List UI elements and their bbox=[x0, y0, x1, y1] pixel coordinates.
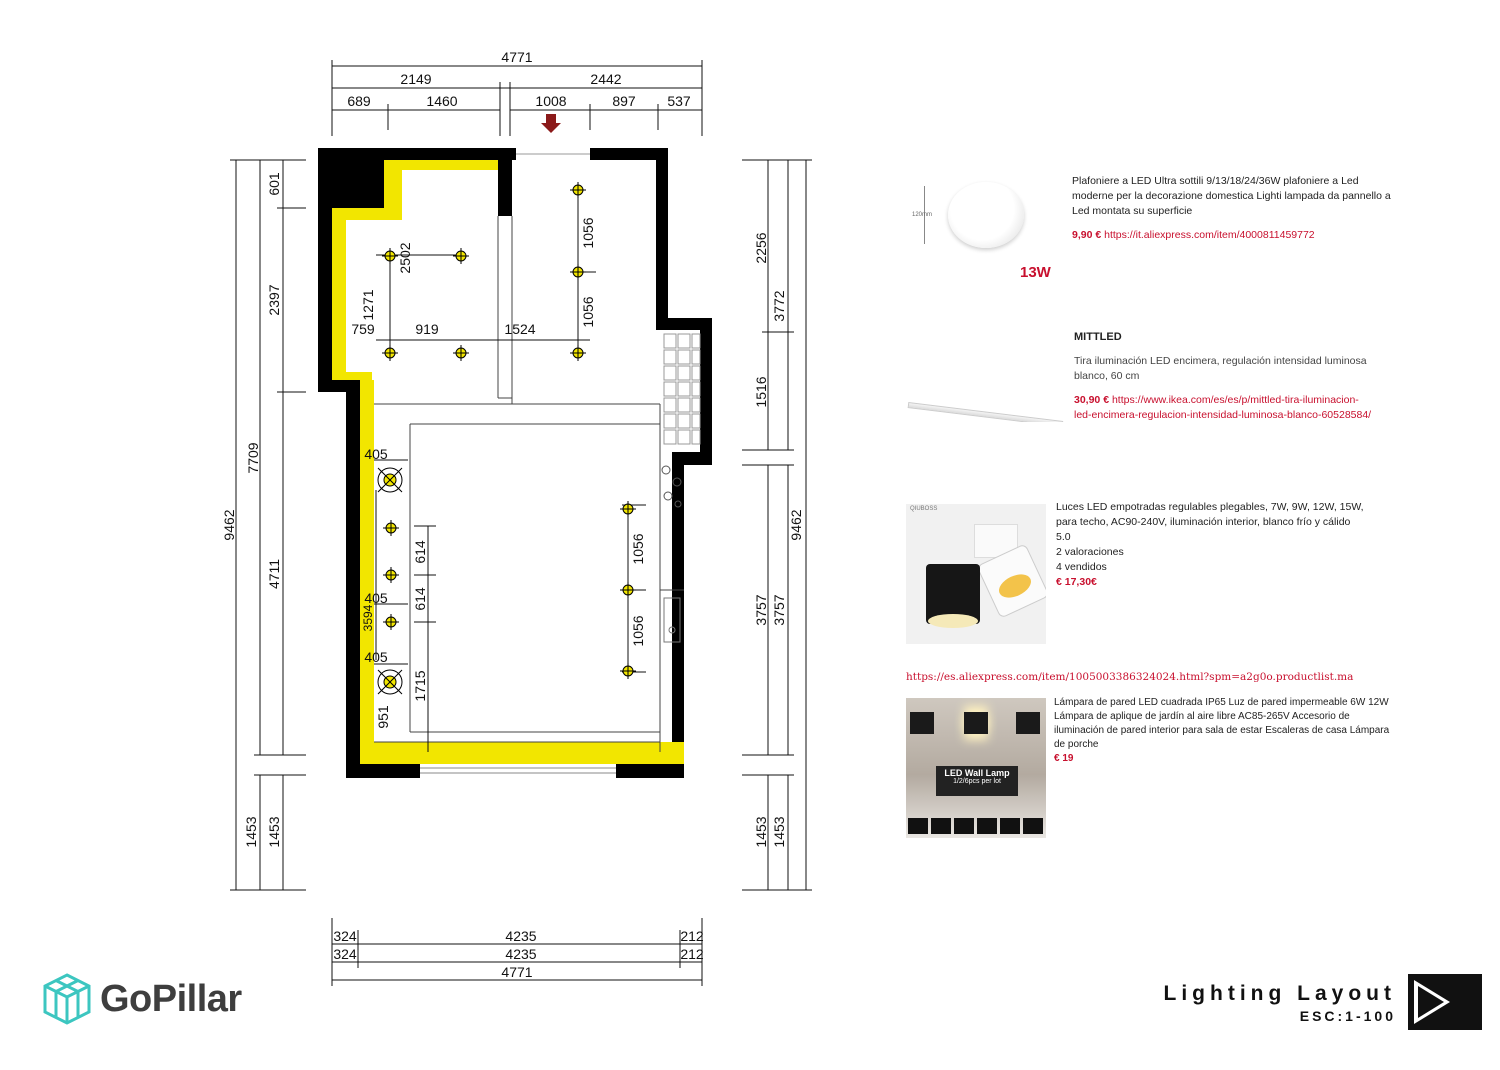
lamp-lineup bbox=[908, 816, 1044, 836]
lamp-unit-icon bbox=[1000, 818, 1020, 834]
dim-top-seg2: 1460 bbox=[426, 93, 458, 109]
dim-1524: 1524 bbox=[504, 321, 536, 337]
dim-1056-a: 1056 bbox=[580, 217, 596, 249]
led-strip-bar-icon bbox=[908, 402, 1064, 422]
product-2-price-line bbox=[1074, 393, 1374, 423]
kitchen-tile-grid bbox=[664, 334, 700, 444]
gopillar-cube-icon bbox=[40, 972, 94, 1026]
wall-lamp-banner-sub: 1/2/6pcs per lot bbox=[953, 778, 1001, 785]
wall-lamp-thumbnail bbox=[906, 698, 1046, 838]
walls bbox=[318, 148, 712, 778]
ceiling-light-icon bbox=[570, 182, 586, 198]
product-3-sold: 4 vendidos bbox=[1056, 561, 1107, 573]
product-4-price: € 19 bbox=[1054, 753, 1074, 764]
title-block bbox=[1164, 982, 1396, 1024]
ceiling-light-icon bbox=[570, 264, 586, 280]
product-2-price: 30,90 € bbox=[1074, 394, 1110, 406]
dim-bottom-m2: 4235 bbox=[505, 946, 537, 962]
panel-light-thumbnail bbox=[912, 176, 1042, 256]
dim-bottom-l1: 324 bbox=[333, 928, 357, 944]
lamp-unit-icon bbox=[977, 818, 997, 834]
dim-right-c: 1516 bbox=[753, 376, 769, 408]
dim-top-total: 4771 bbox=[501, 49, 533, 65]
dim-left-low2: 1453 bbox=[266, 816, 282, 848]
dim-2502: 2502 bbox=[397, 242, 413, 274]
ceiling-light-icon bbox=[453, 345, 469, 361]
product-1-info bbox=[1072, 174, 1392, 243]
product-4-info bbox=[1054, 696, 1394, 766]
dim-left-a: 601 bbox=[266, 172, 282, 196]
spotlight-thumbnail bbox=[906, 504, 1046, 644]
pendant-light-icon bbox=[378, 670, 402, 694]
dim-614-a: 614 bbox=[412, 540, 428, 564]
dim-top-right: 2442 bbox=[590, 71, 622, 87]
dim-3594: 3594 bbox=[361, 604, 375, 632]
ceiling-light-icon bbox=[620, 663, 636, 679]
product-3-rating: 5.0 bbox=[1056, 531, 1071, 543]
product-3-info bbox=[1056, 500, 1386, 590]
drawing-title: Lighting Layout bbox=[1163, 982, 1396, 1005]
lamp-unit-icon bbox=[954, 818, 974, 834]
ceiling-light-icon bbox=[620, 501, 636, 517]
north-arrow-icon bbox=[1406, 972, 1484, 1032]
dim-405-c: 405 bbox=[364, 649, 388, 665]
dim-right-a: 2256 bbox=[753, 232, 769, 264]
product-1-link[interactable]: https://it.aliexpress.com/item/4000811459772 bbox=[1104, 229, 1315, 241]
dim-left-b: 2397 bbox=[266, 284, 282, 316]
lamp-unit-icon bbox=[908, 818, 928, 834]
wattage-label: 13W bbox=[1020, 264, 1051, 281]
dim-919: 919 bbox=[415, 321, 439, 337]
product-4-description: Lámpara de pared LED cuadrada IP65 Luz de pared impermeable 6W 12W Lámpara de aplique de jardín al aire libre AC85-265V Accesorio de iluminación de pared interior para sala de estar Escaleras de casa Lámpara de porche bbox=[1054, 697, 1390, 750]
product-2-brand: MITTLED bbox=[1074, 331, 1122, 343]
round-panel-light-icon bbox=[948, 182, 1024, 248]
product-3-link[interactable]: https://es.aliexpress.com/item/1005003386324024.html?spm=a2g0o.productlist.ma bbox=[906, 671, 1354, 683]
ceiling-light-icon bbox=[382, 248, 398, 264]
dim-bottom-l2: 324 bbox=[333, 946, 357, 962]
product-1-price-line bbox=[1072, 228, 1392, 243]
dim-405-a: 405 bbox=[364, 446, 388, 462]
dim-top-seg1: 689 bbox=[347, 93, 371, 109]
dim-bottom-r1: 212 bbox=[680, 928, 704, 944]
lamp-unit-icon bbox=[1023, 818, 1043, 834]
dim-top-left: 2149 bbox=[400, 71, 432, 87]
size-label: 120mm bbox=[912, 212, 933, 218]
product-1-description: Plafoniere a LED Ultra sottili 9/13/18/24/36W plafoniere a Led moderne per la decorazione domestica Lighti lampada da pannello a Led montata su superficie bbox=[1072, 175, 1391, 217]
wall-lamp-icon bbox=[1016, 712, 1040, 734]
dim-1056-d: 1056 bbox=[630, 615, 646, 647]
product-2-info bbox=[1074, 330, 1374, 423]
ceiling-light-icon bbox=[620, 582, 636, 598]
dim-1056-b: 1056 bbox=[580, 296, 596, 328]
lamp-unit-icon bbox=[931, 818, 951, 834]
dim-right-b: 3772 bbox=[771, 290, 787, 322]
entrance-arrow-icon bbox=[541, 114, 561, 133]
top-dimensions bbox=[332, 60, 702, 136]
product-1-price: 9,90 € bbox=[1072, 229, 1102, 241]
interior-dim-lines bbox=[374, 190, 646, 752]
dim-left-low1: 1453 bbox=[243, 816, 259, 848]
left-dimensions bbox=[230, 160, 306, 890]
ceiling-light-icon bbox=[570, 345, 586, 361]
wall-lamp-banner-title: LED Wall Lamp bbox=[944, 768, 1010, 778]
gopillar-logo bbox=[40, 972, 242, 1026]
thumbnail-brand-label: QIUBOSS bbox=[910, 506, 938, 512]
dim-bottom-m1: 4235 bbox=[505, 928, 537, 944]
dim-614-b: 614 bbox=[412, 587, 428, 611]
product-2-description: Tira iluminación LED encimera, regulación intensidad luminosa blanco, 60 cm bbox=[1074, 355, 1367, 382]
dim-951: 951 bbox=[375, 705, 391, 729]
ceiling-light-icon bbox=[383, 614, 399, 630]
dim-1271: 1271 bbox=[360, 289, 376, 321]
drawing-scale: ESC:1-100 bbox=[1299, 1008, 1396, 1024]
dim-right-d1: 3757 bbox=[753, 594, 769, 626]
led-strip-top bbox=[384, 160, 498, 220]
product-2-link[interactable]: https://www.ikea.com/es/es/p/mittled-tira-iluminacion-led-encimera-regulacion-intensidad-luminosa-blanco-60528584/ bbox=[1074, 394, 1372, 421]
dim-left-total: 9462 bbox=[221, 509, 237, 541]
dim-top-seg5: 537 bbox=[667, 93, 691, 109]
dim-right-low1: 1453 bbox=[753, 816, 769, 848]
ceiling-light-icon bbox=[382, 345, 398, 361]
dim-left-c: 4711 bbox=[266, 558, 282, 590]
product-3-description: Luces LED empotradas regulables plegables, 7W, 9W, 12W, 15W, para techo, AC90-240V, iluminación interior, blanco frío y cálido bbox=[1056, 501, 1364, 528]
ceiling-light-icon bbox=[383, 567, 399, 583]
dim-1715: 1715 bbox=[412, 670, 428, 702]
wall-lamp-lit-icon bbox=[964, 712, 988, 734]
product-3-price: € 17,30€ bbox=[1056, 576, 1097, 588]
led-strip-bottom bbox=[360, 742, 684, 752]
gopillar-wordmark: GoPillar bbox=[100, 977, 242, 1020]
led-strip-left bbox=[332, 208, 346, 380]
dim-right-total: 9462 bbox=[788, 509, 804, 541]
ceiling-light-icon bbox=[453, 248, 469, 264]
wall-lamp-banner bbox=[936, 766, 1018, 796]
dim-right-d2: 3757 bbox=[771, 594, 787, 626]
dim-1056-c: 1056 bbox=[630, 533, 646, 565]
pendant-light-icon bbox=[378, 468, 402, 492]
led-strip-thumbnail bbox=[906, 386, 1066, 422]
dim-left-upper: 7709 bbox=[245, 442, 261, 474]
dim-right-low2: 1453 bbox=[771, 816, 787, 848]
dim-bottom-total: 4771 bbox=[501, 964, 533, 980]
dim-top-seg3: 1008 bbox=[535, 93, 567, 109]
black-spotlight-lens-icon bbox=[928, 614, 978, 628]
wall-lamp-icon bbox=[910, 712, 934, 734]
product-3-reviews: 2 valoraciones bbox=[1056, 546, 1124, 558]
dim-bottom-r2: 212 bbox=[680, 946, 704, 962]
dim-405-b: 405 bbox=[364, 590, 388, 606]
dim-759: 759 bbox=[351, 321, 375, 337]
ceiling-light-icon bbox=[383, 520, 399, 536]
led-strip-left-lower bbox=[360, 380, 374, 752]
dim-top-seg4: 897 bbox=[612, 93, 636, 109]
